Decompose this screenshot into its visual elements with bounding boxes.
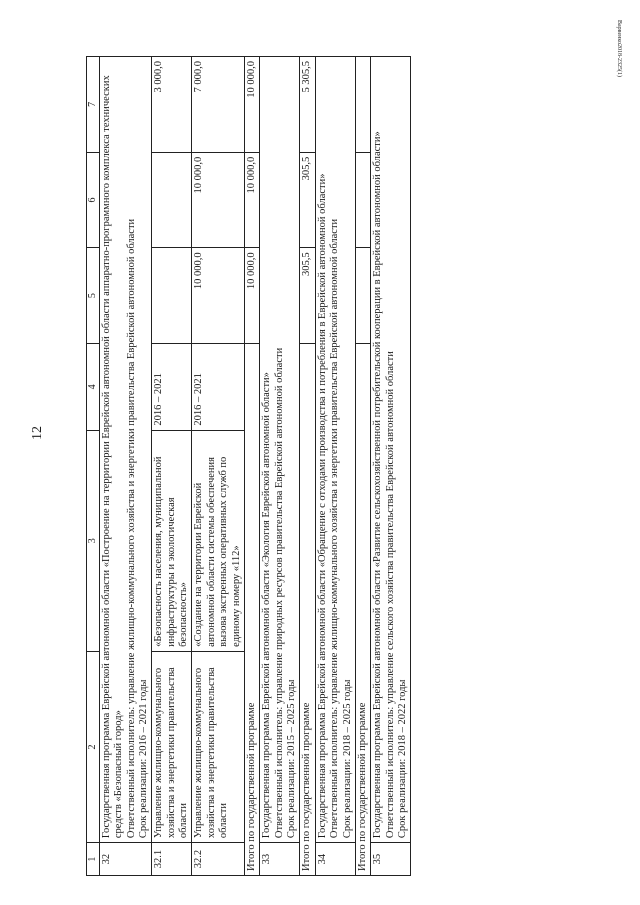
program-description (315, 57, 355, 843)
program-line: Государственная программа Еврейской автономной области «Обращение с отходами производства и потребления в Еврейской автономной области» (316, 173, 328, 839)
program-line: Ответственный исполнитель: управление жилищно-коммунального хозяйства и энергетики правительства Еврейской автономной области (329, 218, 341, 839)
total-value-7: 10 000,0 (244, 57, 259, 153)
total-row (244, 57, 259, 876)
header-cell: 7 (87, 57, 100, 153)
program-row (99, 57, 152, 876)
value-cell-5 (152, 248, 192, 344)
value-cell-5: 10 000,0 (192, 248, 245, 344)
program-line: Государственная программа Еврейской автономной области «Развитие сельскохозяйственной потребительской кооперации в Еврейской автономной области» (372, 131, 384, 839)
program-line: Ответственный исполнитель: управление природных ресурсов правительства Еврейской автономной области (273, 347, 285, 839)
document-footer-code: Варвенко2018-2325(1) (616, 20, 622, 77)
total-value-5: 10 000,0 (244, 248, 259, 344)
program-description (99, 57, 152, 843)
period-cell: 2016 – 2021 (192, 343, 245, 430)
header-cell: 4 (87, 343, 100, 430)
total-value-7 (355, 57, 370, 153)
total-value-7: 5 305,5 (300, 57, 315, 153)
activity-row (192, 57, 245, 876)
header-cell: 6 (87, 152, 100, 248)
row-number: 35 (371, 843, 411, 876)
row-number: 32.1 (152, 843, 192, 876)
program-line: Срок реализации: 2016 – 2021 годы (137, 679, 149, 839)
program-description (371, 57, 411, 843)
program-line: Ответственный исполнитель: управление жилищно-коммунального хозяйства и энергетики правительства Еврейской автономной области (125, 218, 137, 839)
total-label: Итого по государственной программе (244, 343, 259, 875)
header-cell: 5 (87, 248, 100, 344)
header-cell: 2 (87, 651, 100, 842)
value-cell-6 (152, 152, 192, 248)
total-value-5: 305,5 (300, 248, 315, 344)
program-table (86, 56, 411, 876)
executor-cell: Управление жилищно-коммунального хозяйства и энергетики правительства области (192, 651, 245, 842)
program-row (371, 57, 411, 876)
total-label: Итого по государственной программе (355, 343, 370, 875)
program-line: Срок реализации: 2015 – 2025 годы (286, 679, 298, 839)
value-cell-7: 7 000,0 (192, 57, 245, 153)
program-line: Срок реализации: 2018 – 2025 годы (341, 679, 353, 839)
page-number: 12 (30, 426, 45, 440)
total-label: Итого по государственной программе (300, 343, 315, 875)
row-number: 33 (260, 843, 300, 876)
program-description (260, 57, 300, 843)
header-cell: 3 (87, 430, 100, 651)
executor-cell: Управление жилищно-коммунального хозяйства и энергетики правительства области (152, 651, 192, 842)
total-value-6: 10 000,0 (244, 152, 259, 248)
value-cell-7: 3 000,0 (152, 57, 192, 153)
program-line: Государственная программа Еврейской автономной области «Экология Еврейской автономной области» (261, 372, 273, 839)
row-number: 32.2 (192, 843, 245, 876)
program-line: Ответственный исполнитель: управление сельского хозяйства правительства Еврейской автономной области (384, 351, 396, 839)
total-row (355, 57, 370, 876)
row-number: 34 (315, 843, 355, 876)
activity-row (152, 57, 192, 876)
rotated-table-sheet (86, 56, 538, 876)
total-value-6 (355, 152, 370, 248)
header-cell: 1 (87, 843, 100, 876)
row-number: 32 (99, 843, 152, 876)
period-cell: 2016 – 2021 (152, 343, 192, 430)
activity-name-cell: «Безопасность населения, муниципальной инфраструктуры и экологическая безопасность» (152, 430, 192, 651)
total-value-6: 305,5 (300, 152, 315, 248)
program-line: Государственная программа Еврейской автономной области «Построение на территории Еврейской автономной области аппаратно-программного комплекса технических средств «Безопасный город» (100, 75, 125, 839)
total-row (300, 57, 315, 876)
program-row (260, 57, 300, 876)
program-row (315, 57, 355, 876)
program-line: Срок реализации: 2018 – 2022 годы (397, 679, 409, 839)
activity-name-cell: «Создание на территории Еврейской автономной области системы обеспечения вызова экстренных оперативных служб по единому номеру «112» (192, 430, 245, 651)
total-value-5 (355, 248, 370, 344)
table-header-row (87, 57, 100, 876)
value-cell-6: 10 000,0 (192, 152, 245, 248)
